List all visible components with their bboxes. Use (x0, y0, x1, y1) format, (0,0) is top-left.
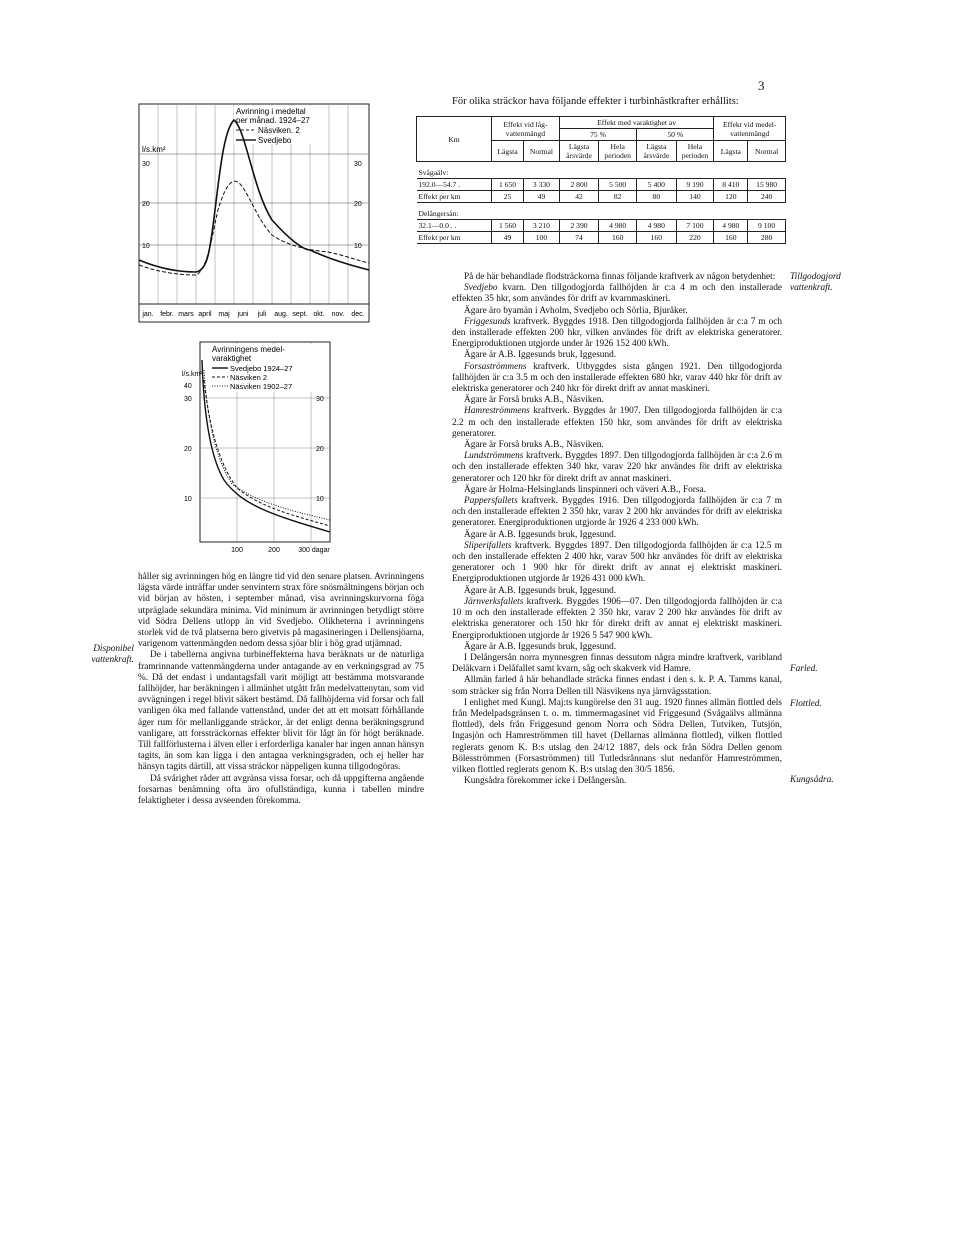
page-number: 3 (758, 78, 765, 93)
chart2-unit: l/s.km² (182, 371, 203, 378)
table-row: Effekt per km 49 100 74 160 160 220 160 280 (417, 232, 786, 244)
margin-flottled: Flottled. (790, 699, 822, 709)
table-row: 192.0—54.7 . 1 650 3 330 2 800 5 500 5 400 9 190 8 410 15 980 (417, 179, 786, 191)
y-tick: 10 (142, 243, 150, 250)
y-tick: 20 (184, 446, 192, 453)
y-tick: 10 (354, 243, 362, 250)
monthly-runoff-chart (138, 100, 370, 330)
nasviken-curve (139, 181, 369, 275)
chart1-legend-title: Avrinning i medeltal (236, 107, 306, 116)
y-tick: 10 (316, 496, 324, 503)
y-tick: 30 (354, 161, 362, 168)
month-label: maj (218, 311, 230, 318)
left-text (138, 572, 424, 807)
plant-name: Svedjebo (464, 283, 498, 294)
month-label: nov. (331, 311, 345, 318)
duration-chart (182, 340, 332, 555)
month-label: aug. (274, 311, 288, 318)
col-med: Effekt vid medel- vattenmängd (714, 117, 786, 141)
right-text: På de här behandlade flodsträckorna finnas följande kraftverk av någon betydenhet: Svedjebo kvarn. Den tillgodogjorda fallhöjden är c:a 4 m och den installerade effekten 35 hkr, som användes för drift av kvarnmaskineri. Ägare äro byamän i Avholm, Svedjebo och Sörlia, Bjuråker. Friggesunds kraftverk. Byggdes 1918. Den tillgodogjorda fallhöjden är c:a 7 m och den installerade effekten 200 hkr, vilken användes för drift av elektriska generatorer. Energiproduktionen utgjorde under år 1926 152 400 kWh. Ägare är A.B. Iggesunds bruk, Iggesund. Forsaströmmens kraftverk. Utbyggdes sista gången 1921. Den tillgodogjorda fallhöjden är c:a 3.5 m och den installerade effekten 680 hkr, varav 440 hkr för drift av elektriska generatorer och 240 hkr för direkt drift av annat maskineri. Ägare är Forså bruks A.B., Näsviken. Hamreströmmens kraftverk. Byggdes år 1907. Den tillgodogjorda fallhöjden är c:a 2.2 m och den installerade effekten 150 hkr, som användes för drift av elektriska generatorer. Ägare är Forså bruks A.B., Näsviken. Lundströmmens kraftverk. Byggdes 1897. Den tillgodogjorda fallhöjden är c:a 2.6 m och den installerade effekten 340 hkr, varav 220 hkr användes för drift av elektriska generatorer och 120 hkr för direkt drift av annat maskineri. Ägare är Holma-Helsinglands linspinneri och väveri A.B., Forsa. Pappersfallets kraftverk. Byggdes 1916. Den tillgodogjorda fallhöjden är c:a 7 m och den installerade effekten 2 350 hkr, varav 2 200 hkr användes för drift av elektriska generatorer. Energiproduktionen utgjorde år 1926 4 233 000 kWh. Ägare är A.B. Iggesunds bruk, Iggesund. Sliperifallets kraftverk. Byggdes 1897. Den tillgodogjorda fallhöjden är c:a 12.5 m och den installerade effekten 2 400 hkr, varav 500 hkr användes för drift av elektriska generatorer och 1 900 hkr för direkt drift av annat ej elektriskt maskineri. Energiproduktionen utgjorde år 1926 431 000 kWh. Ägare är A.B. Iggesunds bruk, Iggesund. Järnverksfallets kraftverk. Byggdes 1906—07. Den tillgodogjorda fallhöjden är c:a 10 m och den installerade effekten 2 350 hkr, varav 2 200 hkr användes för drift av elektriska generatorer och 150 hkr för direkt drift av annat ej elektriskt maskineri. Energiproduktionen utgjorde år 1926 5 547 900 kWh. Ägare är A.B. Iggesunds bruk, Iggesund. I Delångersån norra mynnesgren finnas dessutom några mindre kraftverk, varibland Delåkvarn i Delåfallet samt kvarn, såg och skakverk vid Hamre. Allmän farled å här behandlade sträcka finnes endast i den s. k. P. A. Tamms kanal, som sträcker sig från Norra Dellen till Näsvikens nya järnvägsstation. I enlighet med Kungl. Maj:ts kungörelse den 31 aug. 1920 finnes allmän flottled dels från Medelpadsgränsen t. o. m. timmermagasinet vid Friggesund (Svågaälvs allmänna flottled), dels från Friggesund genom Norra och Södra Dellen, Tutviken, Tutsjön, Ingasjön och Hamreströmmen till havet (Dellarnas allmänna flottled), vilken flottled reglerats genom K. B:s utslag den 24/12 1887, dels ock från Södra Dellen genom Bölesströmmen (Forsaströmmen) till Tutledsrånnans slut nedanför Hamreströmmen, vilken flottled reglerats genom K. B:s utslag den 30/5 1856. Kungsådra förekommer icke i Delångersån. (452, 272, 782, 787)
month-label: juli (257, 311, 267, 318)
left-paragraph: håller sig avrinningen hög en längre tid vid den senare platsen. Avrinningens lägsta värde inträffar under senvintern strax före snösmältningens början och vid början av hösten, i september månad, visa avrinningskurvorna föga utpräglade sekundära minima. Vid minimum är avrinningen betydligt större vid Södra Dellens utlopp än vid Svedjebo. Olikheterna i avrinningens storlek vid de två platserna bero givetvis på magasineringen i Dellensjöarna, varigenom vattenmängden nedom dessa sjöar blir i hög grad utjämnad. (138, 572, 424, 650)
effect-table (416, 116, 786, 244)
left-paragraph: De i tabellerna angivna turbineffekterna hava beräknats ur de naturliga framrinnande vattenmängderna under antagande av en verkningsgrad av 75 %. Då det endast i undantagsfall varit möjligt att bestämma motsvarande fallhöjder, har beräkningen i allmänhet utgått från medelvattenytan, som vid avvägningen i regel blivit säkert bestämd. Då fallhöjderna vid forsar och fall vanligen öka med fallande vattenstånd, under det att ett motsatt förhållande äger rum för mellanliggande sträckor, är det enligt denna beräkningsgrund vanligare, att forssträckornas effekter blivit för lågt än för högt beräknade. Till fallförlusterna i älven eller i erforderliga kanaler har ingen annan hänsyn tagits, än som kan ligga i den antagna verkningsgraden, och ej heller har hänsyn tagits därtill, att vissa sträckor näppeligen kunna tillgodogöras. (138, 650, 424, 773)
table-row: 32.1—0.0 . . 1 560 3 210 2 390 4 980 4 980 7 100 4 980 9 100 (417, 220, 786, 232)
margin-disponibel: Disponibel vattenkraft. (91, 644, 134, 665)
sub-normal: Normal (748, 141, 786, 162)
y-tick: 30 (184, 396, 192, 403)
sub-lagsta: Lägsta (714, 141, 748, 162)
y-tick: 10 (184, 496, 192, 503)
y-tick: 20 (354, 201, 362, 208)
plant-name: Sliperifallets (464, 540, 512, 551)
plant-name: Forsaströmmens (464, 361, 527, 372)
plant-name: Friggesunds (464, 316, 511, 327)
x-tick: 200 (268, 547, 280, 554)
sub-hela: Hela perioden (676, 141, 714, 162)
sub-lagsta-ar: Lägsta årsvärde (559, 141, 598, 162)
month-label: dec. (351, 311, 365, 318)
right-intro: På de här behandlade flodsträckorna finnas följande kraftverk av någon betydenhet: (464, 272, 776, 282)
plant-name: Järnverksfallets (464, 596, 524, 607)
y-tick: 40 (184, 383, 192, 390)
table-row: Effekt per km 25 49 42 82 80 140 120 240 (417, 191, 786, 203)
month-label: jan. (142, 311, 154, 318)
month-label: febr. (160, 311, 174, 318)
plant-name: Pappersfallets (464, 496, 518, 507)
chart2-legend-sub: varaktighet (212, 354, 252, 363)
margin-farled: Farled. (790, 664, 818, 674)
plant-name: Hamreströmmens (464, 406, 530, 417)
sub-normal: Normal (524, 141, 560, 162)
month-label: april (198, 311, 212, 318)
legend-nasviken-long: Näsviken 1902–27 (230, 382, 293, 391)
month-label: mars (178, 311, 194, 318)
col-lag: Effekt vid låg- vattenmängd (492, 117, 560, 141)
col-var: Effekt med varaktighet av (559, 117, 714, 129)
legend-nasviken: Näsviken. 2 (258, 126, 300, 135)
section-label: Svågaälv: (418, 168, 449, 177)
legend-nasviken: Näsviken 2 (230, 373, 268, 382)
chart1-unit: l/s.km² (142, 145, 166, 154)
plant-name: Lundströmmens (464, 451, 524, 462)
col-50: 50 % (637, 129, 714, 141)
x-tick: 100 (231, 547, 243, 554)
col-km: Km (417, 117, 492, 162)
sub-lagsta-ar: Lägsta årsvärde (637, 141, 676, 162)
y-tick: 30 (142, 161, 150, 168)
col-75: 75 % (559, 129, 636, 141)
sub-lagsta: Lägsta (492, 141, 524, 162)
chart2-legend-title: Avrinningens medel- (212, 345, 285, 354)
y-tick: 20 (142, 201, 150, 208)
sub-hela: Hela perioden (599, 141, 637, 162)
month-label: okt. (313, 311, 325, 318)
legend-svedjebo: Svedjebo 1924–27 (230, 364, 293, 373)
table-intro: För olika sträckor hava följande effekter i turbinhästkrafter erhållits: (452, 96, 739, 107)
section-label: Delångersån: (418, 209, 459, 218)
month-label: juni (237, 311, 249, 318)
margin-kungsadra: Kungsådra. (790, 775, 834, 785)
y-tick: 20 (316, 446, 324, 453)
chart1-legend-sub: per månad. 1924–27 (236, 116, 310, 125)
left-paragraph: Då svårighet råder att avgränsa vissa forsar, och då uppgifterna angående forsarnas benämning ofta äro ofullständiga, kunna i tabellen mindre felaktigheter i dessa avseenden förekomma. (138, 773, 424, 807)
x-tick: 300 dagar (298, 547, 330, 554)
y-tick: 30 (316, 396, 324, 403)
month-label: sept. (292, 311, 308, 318)
margin-tillgodogjord: Tillgodogjord vattenkraft. (790, 272, 841, 293)
legend-svedjebo: Svedjebo (258, 136, 292, 145)
